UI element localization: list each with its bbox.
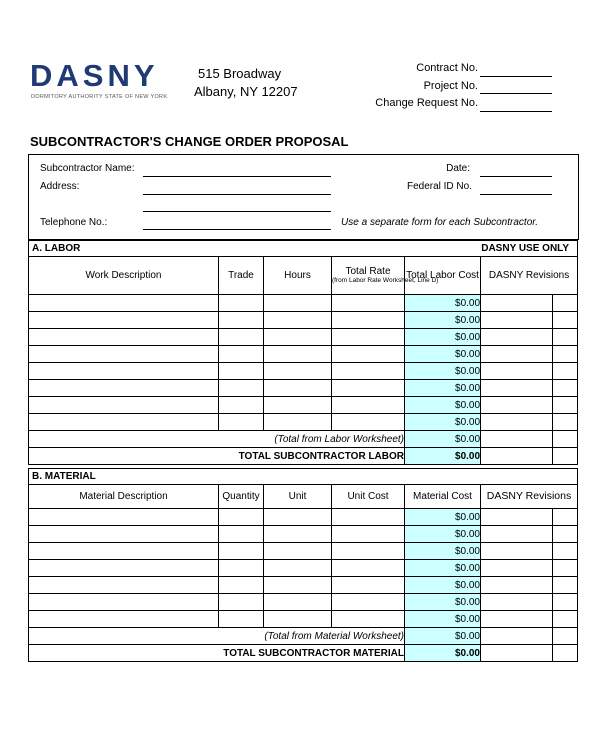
labor-row[interactable] [29, 380, 578, 397]
labor-cost-cell: $0.00 [405, 414, 481, 431]
total-material-cost: $0.00 [405, 645, 481, 662]
hours-header: Hours [264, 257, 332, 295]
labor-cost-cell: $0.00 [405, 380, 481, 397]
material-section-label: B. MATERIAL [29, 469, 578, 485]
contract-no-field[interactable] [480, 76, 552, 77]
project-no-field[interactable] [480, 93, 552, 94]
material-cost-cell: $0.00 [405, 577, 481, 594]
total-labor-label: TOTAL SUBCONTRACTOR LABOR [29, 448, 405, 465]
material-row[interactable] [29, 594, 578, 611]
unit-cost-header: Unit Cost [332, 485, 405, 509]
work-description-header: Work Description [29, 257, 219, 295]
total-rate-label: Total Rate [345, 266, 391, 278]
total-material-label: TOTAL SUBCONTRACTOR MATERIAL [29, 645, 405, 662]
trade-header: Trade [219, 257, 264, 295]
material-worksheet-cost: $0.00 [405, 628, 481, 645]
labor-row[interactable] [29, 312, 578, 329]
subcontractor-name-label: Subcontractor Name: [40, 163, 135, 174]
address-line1: 515 Broadway [198, 66, 282, 81]
change-request-field[interactable] [480, 111, 552, 112]
address-field-2[interactable] [143, 211, 331, 212]
labor-row[interactable] [29, 363, 578, 380]
date-field[interactable] [480, 176, 552, 177]
material-description-header: Material Description [29, 485, 219, 509]
labor-cost-cell: $0.00 [405, 312, 481, 329]
labor-cost-cell: $0.00 [405, 346, 481, 363]
material-row[interactable] [29, 509, 578, 526]
date-label: Date: [446, 163, 470, 174]
labor-row[interactable] [29, 414, 578, 431]
labor-worksheet-note: (Total from Labor Worksheet) [29, 431, 405, 448]
material-cost-header: Material Cost [405, 485, 481, 509]
labor-row[interactable] [29, 329, 578, 346]
labor-cost-cell: $0.00 [405, 295, 481, 312]
address-field-1[interactable] [143, 194, 331, 195]
total-labor-cost: $0.00 [405, 448, 481, 465]
material-table [28, 468, 578, 662]
labor-row[interactable] [29, 295, 578, 312]
contract-no-label: Contract No. [416, 62, 478, 74]
material-cost-cell: $0.00 [405, 526, 481, 543]
material-cost-cell: $0.00 [405, 611, 481, 628]
labor-revisions-header: DASNY Revisions [481, 257, 578, 295]
material-revisions-header: DASNY Revisions [481, 485, 578, 509]
labor-worksheet-cost: $0.00 [405, 431, 481, 448]
address-label: Address: [40, 181, 80, 192]
labor-section-label: A. LABOR [29, 241, 481, 257]
federal-id-field[interactable] [480, 194, 552, 195]
material-cost-cell: $0.00 [405, 543, 481, 560]
labor-table [28, 240, 578, 465]
labor-row[interactable] [29, 397, 578, 414]
separate-form-note: Use a separate form for each Subcontractor. [341, 217, 538, 228]
material-row[interactable] [29, 560, 578, 577]
quantity-header: Quantity [219, 485, 264, 509]
project-no-label: Project No. [423, 80, 478, 92]
address-line2: Albany, NY 12207 [194, 84, 298, 99]
change-request-label: Change Request No. [375, 97, 478, 109]
labor-cost-cell: $0.00 [405, 329, 481, 346]
telephone-field[interactable] [143, 229, 331, 230]
dasny-logo: DASNY [30, 58, 159, 93]
material-cost-cell: $0.00 [405, 594, 481, 611]
labor-cost-cell: $0.00 [405, 363, 481, 380]
material-worksheet-note: (Total from Material Worksheet) [29, 628, 405, 645]
subcontractor-name-field[interactable] [143, 176, 331, 177]
logo-tagline: DORMITORY AUTHORITY STATE OF NEW YORK [31, 94, 168, 100]
telephone-label: Telephone No.: [40, 217, 108, 228]
unit-header: Unit [264, 485, 332, 509]
labor-row[interactable] [29, 346, 578, 363]
material-cost-cell: $0.00 [405, 560, 481, 577]
material-row[interactable] [29, 526, 578, 543]
labor-cost-cell: $0.00 [405, 397, 481, 414]
total-rate-header [332, 257, 439, 295]
form-title: SUBCONTRACTOR'S CHANGE ORDER PROPOSAL [30, 134, 349, 149]
total-rate-note: (from Labor Rate Worksheet, Line D) [332, 277, 439, 285]
dasny-use-only: DASNY USE ONLY [481, 241, 578, 257]
total-labor-cost-header: Total Labor Cost [405, 257, 481, 295]
federal-id-label: Federal ID No. [406, 181, 472, 192]
material-row[interactable] [29, 611, 578, 628]
material-cost-cell: $0.00 [405, 509, 481, 526]
material-row[interactable] [29, 577, 578, 594]
material-row[interactable] [29, 543, 578, 560]
